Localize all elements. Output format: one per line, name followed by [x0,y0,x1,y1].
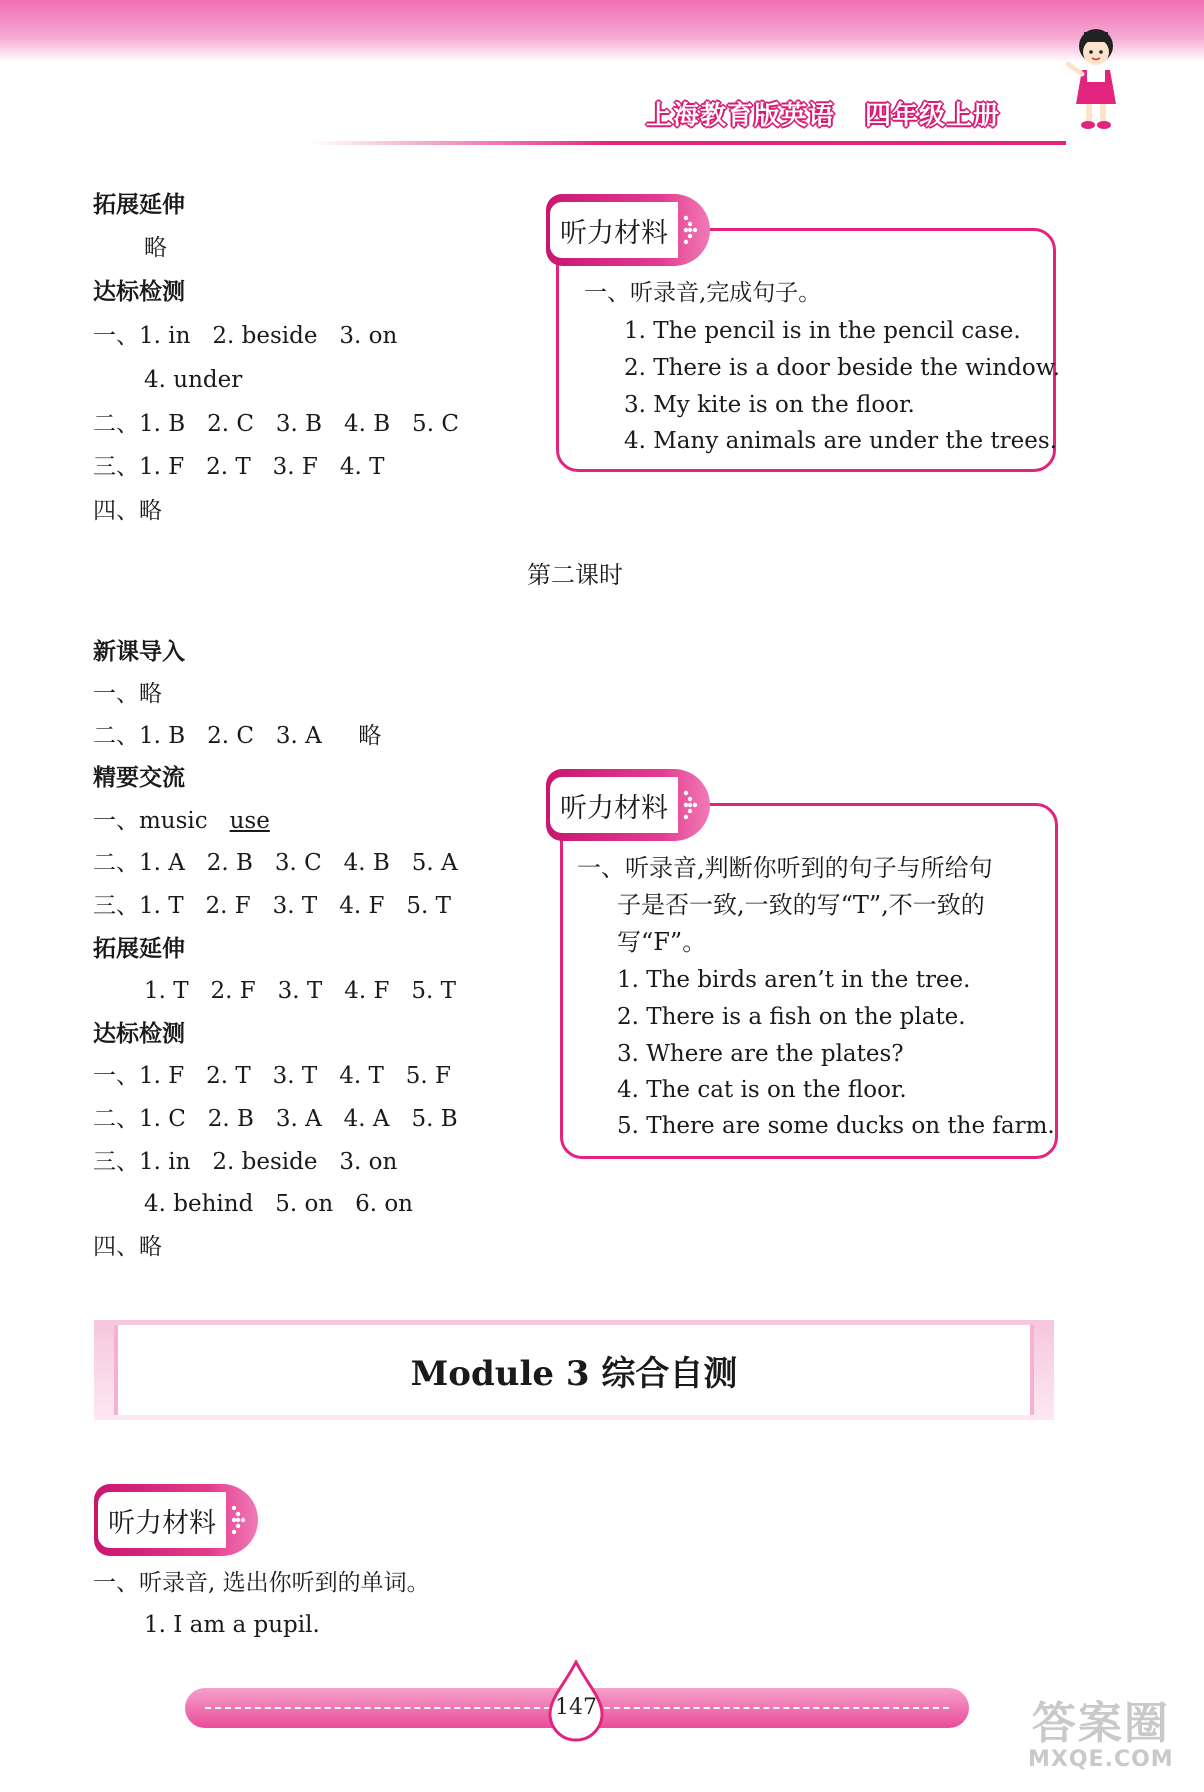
box3-question: 一、听录音, 选出你听到的单词。 [93,1570,430,1596]
exchange-answer-1 [93,806,270,836]
box2-item: 1. The birds aren’t in the tree. [617,967,971,993]
header-band [0,0,1204,62]
mascot-girl-icon [1060,24,1130,136]
chevron-right-icon [678,777,706,833]
exchange-word-use: use [229,808,270,834]
intro-answer-1: 一、略 [93,681,162,707]
extend-answer: 略 [144,235,167,261]
page-number: 147 [555,1695,597,1720]
heading-extend: 拓展延伸 [93,192,185,218]
intro-answer-2: 二、1. B 2. C 3. A 略 [93,723,382,749]
listening-tab-2 [546,769,710,841]
chevron-right-icon [678,202,706,258]
heading-exchange: 精要交流 [93,765,185,791]
box2-question-l1: 一、听录音,判断你听到的句子与所给句 [577,854,993,882]
heading-extend-2: 拓展延伸 [93,936,185,962]
heading-intro: 新课导入 [93,639,185,665]
watermark-bottom: MXQE.COM [1028,1747,1174,1772]
test2-answer-1: 一、1. F 2. T 3. T 4. T 5. F [93,1063,451,1089]
book-title: 上海教育版英语 [646,100,836,131]
test2-answer-4: 四、略 [93,1234,162,1260]
test2-answer-3: 三、1. in 2. beside 3. on [93,1149,398,1175]
chevron-right-icon [226,1492,254,1548]
box1-question: 一、听录音,完成句子。 [584,280,822,306]
test-answer-4: 四、略 [93,498,162,524]
watermark-top: 答案圈 [1031,1698,1170,1749]
test2-answer-3b: 4. behind 5. on 6. on [144,1191,413,1217]
test-answer-1: 一、1. in 2. beside 3. on [93,323,398,349]
test2-answer-2: 二、1. C 2. B 3. A 4. A 5. B [93,1106,458,1132]
listening-tab-label: 听力材料 [550,202,678,258]
grade-label: 四年级上册 [865,100,1001,131]
lesson-title: 第二课时 [527,561,623,589]
listening-tab-3 [94,1484,258,1556]
box2-item: 5. There are some ducks on the farm. [617,1113,1055,1139]
box1-item: 3. My kite is on the floor. [624,392,915,418]
exchange-prefix: 一、 [93,808,139,834]
exchange-answer-3: 三、1. T 2. F 3. T 4. F 5. T [93,893,451,919]
box2-item: 4. The cat is on the floor. [617,1077,907,1103]
header-title [646,94,1000,132]
listening-tab-1 [546,194,710,266]
box3-item: 1. I am a pupil. [144,1612,320,1638]
heading-test-2: 达标检测 [93,1021,185,1047]
watermark [1028,1700,1174,1772]
test-answer-2: 二、1. B 2. C 3. B 4. B 5. C [93,411,459,437]
header-divider [310,141,1066,145]
box2-question-l3: 写“F”。 [617,928,707,956]
exchange-answer-2: 二、1. A 2. B 3. C 4. B 5. A [93,850,458,876]
module-banner [94,1320,1054,1420]
listening-tab-label: 听力材料 [550,777,678,833]
box2-question-l2: 子是否一致,一致的写“T”,不一致的 [617,891,985,919]
test-answer-3: 三、1. F 2. T 3. F 4. T [93,454,385,480]
box2-item: 2. There is a fish on the plate. [617,1004,966,1030]
extend-answer-2: 1. T 2. F 3. T 4. F 5. T [144,978,456,1004]
test-answer-1b: 4. under [144,367,243,393]
box2-item: 3. Where are the plates? [617,1041,904,1067]
box1-item: 4. Many animals are under the trees. [624,428,1057,454]
heading-test: 达标检测 [93,279,185,305]
box1-item: 1. The pencil is in the pencil case. [624,318,1021,344]
box1-item: 2. There is a door beside the window. [624,355,1060,381]
module-title: Module 3 综合自测 [114,1325,1034,1415]
listening-tab-label: 听力材料 [98,1492,226,1548]
exchange-word-music: music [139,808,208,834]
